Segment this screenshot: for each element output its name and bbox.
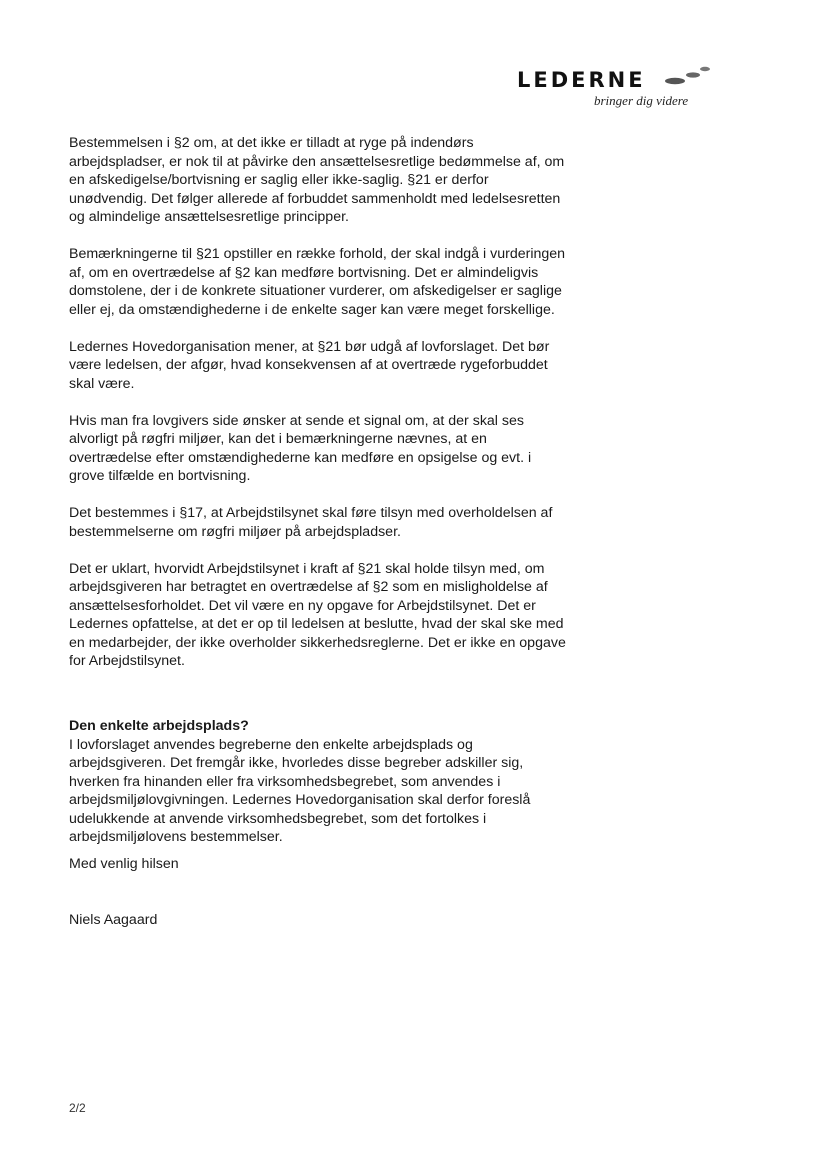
page-number: 2/2 — [69, 1101, 86, 1115]
letter-body — [69, 134, 569, 847]
ledere-logo — [510, 60, 720, 115]
logo-wordmark: LEDERNE — [517, 68, 646, 92]
paragraph: Det er uklart, hvorvidt Arbejdstilsynet i kraft af §21 skal holde tilsyn med, om arbejdsgiveren har betragtet en overtrædelse af §2 som en misligholdelse af ansættelsesforholdet. Det vil være en ny opgave for Arbejdstilsynet. Det er Ledernes opfattelse, at det er op til ledelsen at beslutte, hvad der skal ske med en medarbejder, der ikke overholder sikkerhedsreglerne. Det er ikke en opgave for Arbejdstilsynet. — [69, 560, 566, 669]
closing-greeting: Med venlig hilsen — [69, 856, 179, 872]
signature-name: Niels Aagaard — [69, 912, 158, 928]
paragraph: Bestemmelsen i §2 om, at det ikke er tilladt at ryge på indendørs arbejdspladser, er nok til at påvirke den ansættelsesretlige bedømmelse af, om en afskedigelse/bortvisning er saglig eller ikke-saglig. §21 er derfor unødvendig. Det følger allerede af forbuddet sammenholdt med ledelsesretten og almindelige ansættelsesretlige principper. — [69, 135, 565, 225]
section-heading: Den enkelte arbejdsplads? — [69, 718, 249, 734]
paragraph: Bemærkningerne til §21 opstiller en række forhold, der skal indgå i vurderingen af, om en overtrædelse af §2 kan medføre bortvisning. Det er almindeligvis domstolene, der i de konkrete situationer vurderer, om afskedigelser er saglige eller ej, da omstændighederne i de enkelte sager kan være meget forskellige. — [69, 246, 566, 318]
paragraph: Det bestemmes i §17, at Arbejdstilsynet skal føre tilsyn med overholdelsen af bestemmelserne om røgfri miljøer på arbejdspladser. — [69, 505, 553, 540]
paragraph: Ledernes Hovedorganisation mener, at §21 bør udgå af lovforslaget. Det bør være ledelsen, der afgør, hvad konsekvensen af at overtræde rygeforbuddet skal være. — [69, 338, 550, 392]
logo-tagline: bringer dig videre — [594, 93, 689, 108]
logo-dots-icon — [660, 60, 720, 90]
paragraph: Hvis man fra lovgivers side ønsker at sende et signal om, at der skal ses alvorligt på røgfri miljøer, kan det i bemærkningerne nævnes, at en overtrædelse efter omstændighederne kan medføre en opsigelse og evt. i grove tilfælde en bortvisning. — [69, 412, 532, 484]
section-paragraph: I lovforslaget anvendes begreberne den enkelte arbejdsplads og arbejdsgiveren. Det fremgår ikke, hvorledes disse begreber adskiller sig, hverken fra hinanden eller fra virksomhedsbegrebet, som anvendes i arbejdsmiljølovgivningen. Ledernes Hovedorganisation skal derfor foreslå udelukkende at anvende virksomhedsbegrebet, som det fortolkes i arbejdsmiljølovens bestemmelser. — [69, 736, 531, 845]
